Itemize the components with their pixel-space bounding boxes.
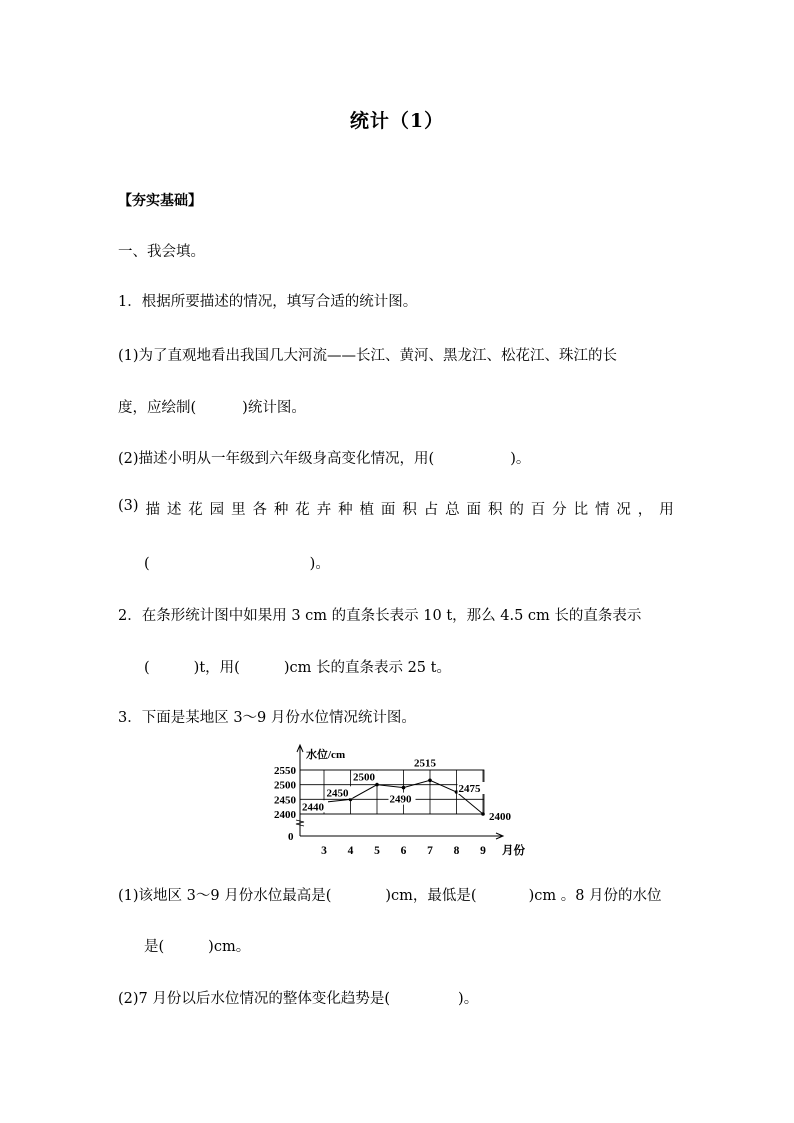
q1-sub3-char: 用 xyxy=(659,502,674,518)
data-point xyxy=(481,812,485,816)
q1-sub3-char: 面 xyxy=(466,502,482,518)
q1-sub3-char: (3) xyxy=(118,498,139,514)
data-label: 2500 xyxy=(353,771,375,784)
q1-sub3-char: 述 xyxy=(166,502,182,518)
section-heading: 【夯实基础】 xyxy=(118,193,202,209)
x-tick-label: 8 xyxy=(453,845,460,857)
q3-sub1-text-e: )cm。 xyxy=(208,939,251,955)
q1-sub3-char: 面 xyxy=(380,502,396,518)
y-axis-label: 水位/cm xyxy=(306,749,346,761)
q1-sub3-char: ， xyxy=(637,502,653,518)
q1-sub3-char: 种 xyxy=(273,502,289,518)
q1-sub3-char: 卉 xyxy=(316,502,332,518)
origin-label: 0 xyxy=(288,831,294,843)
data-label: 2490 xyxy=(389,793,412,806)
data-label: 2450 xyxy=(326,787,349,800)
q1-sub3-char: 积 xyxy=(487,502,503,518)
q1-sub3-close: )。 xyxy=(309,556,330,572)
q1-sub3-char: 百 xyxy=(530,502,546,518)
q3-sub1-text-a: (1)该地区 3～9 月份水位最高是( xyxy=(118,888,332,904)
q3-sub1-text-c: )cm 。8 月份的水位 xyxy=(528,888,662,904)
q1-sub3-char: 分 xyxy=(552,502,567,518)
q3-sub1-text-d: 是( xyxy=(144,939,165,955)
q1-sub1-line1: (1)为了直观地看出我国几大河流——长江、黄河、黑龙江、松花江、珠江的长 xyxy=(118,348,618,364)
q1-sub3-char: 花 xyxy=(188,502,203,518)
q1-sub3-char: 总 xyxy=(445,502,460,518)
q1-sub1-text-a: 度，应绘制( xyxy=(118,400,197,416)
q3-sub1-line1 xyxy=(118,884,662,905)
q2-text-a: ( xyxy=(144,660,150,676)
q1-sub3-char: 积 xyxy=(402,502,417,518)
q1-sub3-char: 植 xyxy=(359,502,375,518)
q1-sub3-char: 各 xyxy=(252,502,267,518)
water-level-chart xyxy=(262,742,552,862)
x-tick-label: 6 xyxy=(400,845,407,857)
q1-sub3-line1 xyxy=(118,498,674,519)
axis-break xyxy=(296,820,304,826)
q1-sub3-char: 园 xyxy=(209,502,225,518)
y-tick-label: 2450 xyxy=(274,794,296,807)
q1-sub3-char: 花 xyxy=(295,502,310,518)
q1-sub3-char: 占 xyxy=(423,502,439,518)
q3-stem: 3．下面是某地区 3～9 月份水位情况统计图。 xyxy=(118,710,416,726)
q1-sub2 xyxy=(118,447,530,468)
q1-sub1-line2 xyxy=(118,396,306,417)
data-point xyxy=(428,778,432,782)
q1-sub3-char: 比 xyxy=(573,502,589,518)
x-axis-label: 月份 xyxy=(502,845,525,857)
q3-sub2-text-a: (2)7 月份以后水位情况的整体变化趋势是( xyxy=(118,991,391,1007)
data-label: 2515 xyxy=(414,757,436,770)
page-title: 统计（1） xyxy=(349,110,445,132)
q1-sub3-char: 的 xyxy=(509,502,524,518)
data-label: 2475 xyxy=(458,783,481,795)
y-tick-label: 2400 xyxy=(274,809,296,821)
data-point xyxy=(402,786,406,790)
part-heading: 一、我会填。 xyxy=(118,244,205,260)
data-label: 2440 xyxy=(302,801,324,814)
x-tick-label: 3 xyxy=(321,845,327,857)
y-tick-label: 2500 xyxy=(274,779,296,792)
q1-sub3-char: 情 xyxy=(594,502,610,518)
x-tick-label: 4 xyxy=(347,845,354,857)
q3-sub1-line2 xyxy=(144,935,250,956)
q2-text-c: )cm 长的直条表示 25 t。 xyxy=(283,660,451,676)
y-tick-label: 2550 xyxy=(274,765,296,777)
x-tick-label: 7 xyxy=(427,845,433,857)
q1-sub3-char: 里 xyxy=(231,502,246,518)
q2-text-b: )t，用( xyxy=(193,660,240,676)
q2-line2 xyxy=(144,656,451,677)
q1-sub3-char: 描 xyxy=(145,502,160,518)
q1-sub1-text-b: )统计图。 xyxy=(242,400,306,416)
q2-line1: 2．在条形统计图中如果用 3 cm 的直条长表示 10 t，那么 4.5 cm 长的直条表示 xyxy=(118,608,642,624)
q3-sub1-text-b: )cm，最低是( xyxy=(385,888,477,904)
q1-sub3-char: 种 xyxy=(338,502,353,518)
chart-marks xyxy=(301,756,515,823)
x-tick-label: 9 xyxy=(480,845,486,857)
q1-sub2-text-b: )。 xyxy=(510,451,531,467)
q3-sub2 xyxy=(118,987,478,1008)
q3-sub2-text-b: )。 xyxy=(458,991,479,1007)
q1-sub3-char: 况 xyxy=(616,502,631,518)
q1-sub3-open: ( xyxy=(144,556,150,572)
data-point xyxy=(375,783,379,787)
data-label: 2400 xyxy=(489,811,511,823)
x-tick-label: 5 xyxy=(374,845,380,857)
q1-stem: 1．根据所要描述的情况，填写合适的统计图。 xyxy=(118,294,418,310)
q1-sub2-text-a: (2)描述小明从一年级到六年级身高变化情况，用( xyxy=(118,451,435,467)
q1-sub3-line2 xyxy=(144,552,330,573)
